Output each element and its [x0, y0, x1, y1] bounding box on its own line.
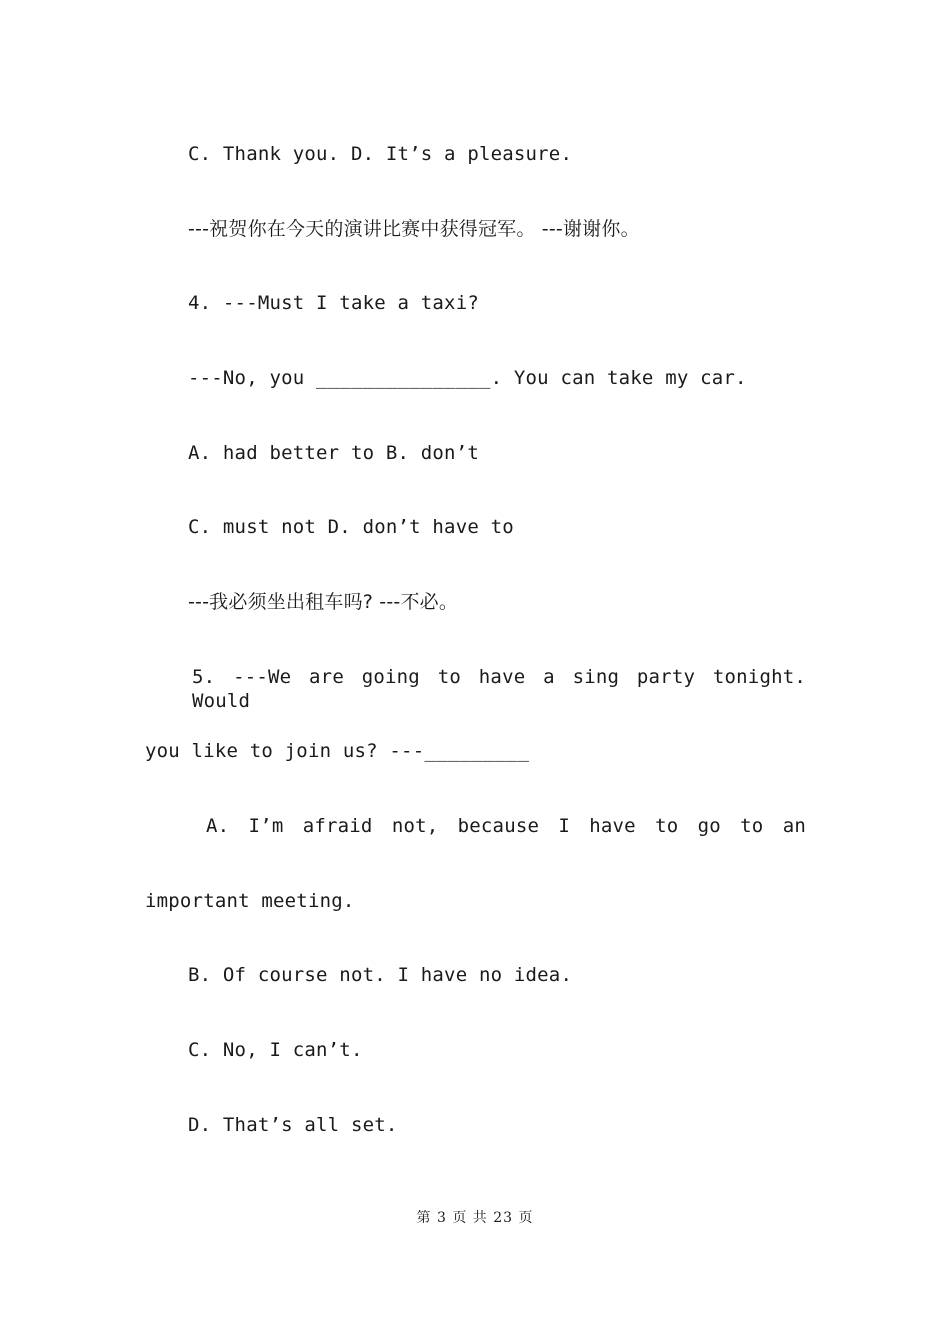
page-footer: [0, 1208, 950, 1228]
option-a-q5-line-1: A. I’m afraid not, because I have to go to an: [206, 815, 806, 837]
footer-suffix: 页: [518, 1210, 534, 1226]
footer-total-pages: 23: [493, 1210, 514, 1226]
footer-prefix: 第: [416, 1210, 432, 1226]
option-b-q5: B. Of course not. I have no idea.: [188, 964, 573, 986]
option-d-q5: D. That’s all set.: [188, 1114, 398, 1136]
question-4-answer-line: ---No, you _______________. You can take my car.: [188, 367, 747, 389]
question-4-line: 4. ---Must I take a taxi?: [188, 292, 479, 314]
option-line-c-d-q3: C. Thank you. D. It’s a pleasure.: [188, 143, 573, 165]
option-line-a-b-q4: A. had better to B. don’t: [188, 442, 479, 464]
option-a-q5-line-2: important meeting.: [145, 890, 355, 912]
footer-current-page: 3: [436, 1210, 447, 1226]
translation-line-q4: ---我必须坐出租车吗? ---不必。: [188, 591, 459, 613]
translation-line-q3: ---祝贺你在今天的演讲比赛中获得冠军。 ---谢谢你。: [188, 218, 640, 240]
question-5-line-2: you like to join us? ---_________: [145, 740, 530, 762]
question-5-line-1: 5. ---We are going to have a sing party tonight. Would: [192, 666, 806, 712]
option-c-q5: C. No, I can’t.: [188, 1039, 363, 1061]
footer-middle: 页 共: [452, 1210, 488, 1226]
option-line-c-d-q4: C. must not D. don’t have to: [188, 516, 514, 538]
